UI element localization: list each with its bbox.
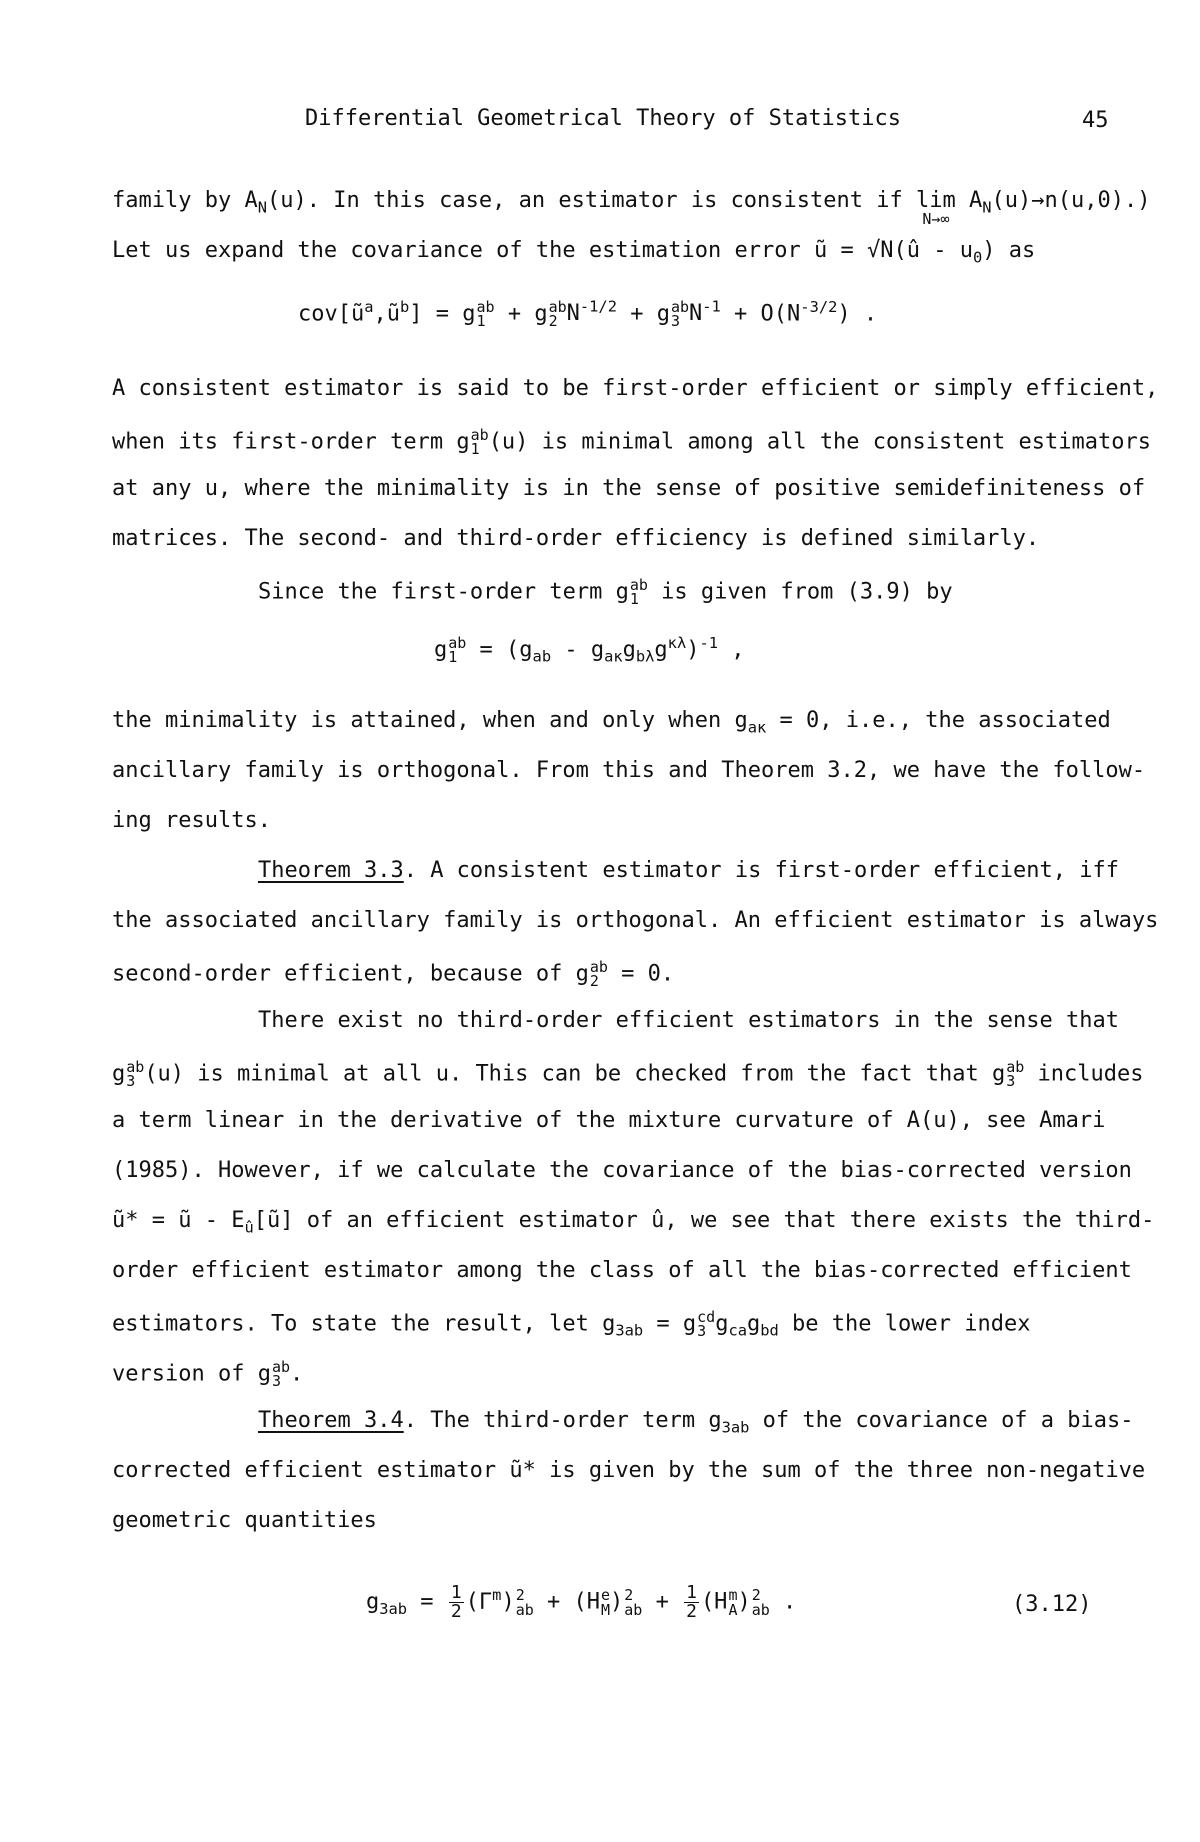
- theorem-3-3-line: Theorem 3.3. A consistent estimator is first-order efficient, iff: [258, 858, 1119, 883]
- equation-covariance-expansion: $cov[ũ^a,ũ^b] = g$ ab 1 + g ab 2 $N^{-1/2} + g$ ab 3 $N^{-1} + O(N^{-3/2})$ .: [298, 297, 878, 331]
- fraction-one-half: $\frac{1}{2}$: [686, 1582, 697, 1622]
- text-line: order efficient estimator among the class of all the bias-corrected efficient: [112, 1258, 1132, 1283]
- text-line: Since the first-order term g ab 1 is given from (3.9) by: [258, 576, 953, 609]
- equation-first-order-term: g ab 1 = $(g_{ab} - g_{a\kappa}g_{b\lambda}g^{\kappa\lambda})^{-1}$ ,: [434, 633, 745, 667]
- text-line: (1985). However, if we calculate the covariance of the bias-corrected version: [112, 1158, 1132, 1183]
- text-line: a term linear in the derivative of the mixture curvature of A(u), see Amari: [112, 1108, 1106, 1133]
- text-line: ũ* = ũ - $E_û[ũ]$ of an efficient estimator û, we see that there exists the third-: [112, 1208, 1155, 1237]
- text-line: at any u, where the minimality is in the sense of positive semidefiniteness of: [112, 476, 1146, 501]
- fraction-one-half: $\frac{1}{2}$: [450, 1582, 462, 1622]
- page-number: 45: [1082, 108, 1109, 133]
- theorem-3-4-label: Theorem 3.4: [258, 1408, 404, 1433]
- text-line: ing results.: [112, 808, 271, 833]
- text-line: estimators. To state the result, let $g_{3ab} = g$ cd 3 $g_{ca}g_{bd}$ be the lower index: [112, 1308, 1031, 1341]
- text-line: matrices. The second- and third-order efficiency is defined similarly.: [112, 526, 1040, 551]
- text-line: the associated ancillary family is orthogonal. An efficient estimator is always: [112, 908, 1159, 933]
- text-line: second-order efficient, because of g ab 2 = 0.: [112, 958, 675, 991]
- text-line: family by $A_N(u)$. In this case, an estimator is consistent if lim N→∞ $A_N(u)\to n(u,0)$.): [112, 188, 1151, 228]
- equation-3-12: $g_{3ab}$ = $\frac{1}{2}$ $(\Gamma^m)$ 2 ab + (H e M ) 2 ab + $\frac{1}{2}$ (H m A ) 2 ab .: [366, 1582, 797, 1622]
- text-line: ancillary family is orthogonal. From this and Theorem 3.2, we have the follow-: [112, 758, 1146, 783]
- text-line: when its first-order term g ab 1 (u) is minimal among all the consistent estimators: [112, 426, 1151, 459]
- running-header: Differential Geometrical Theory of Statistics: [305, 106, 902, 131]
- text-line: corrected efficient estimator ũ* is given by the sum of the three non-negative: [112, 1458, 1146, 1483]
- text-line: the minimality is attained, when and only when $g_{a\kappa} = 0$, i.e., the associated: [112, 708, 1111, 737]
- text-line: There exist no third-order efficient estimators in the sense that: [258, 1008, 1119, 1033]
- text-line: A consistent estimator is said to be first-order efficient or simply efficient,: [112, 376, 1159, 401]
- text-line: version of g ab 3 .: [112, 1358, 304, 1391]
- text-line: geometric quantities: [112, 1508, 377, 1533]
- theorem-3-3-label: Theorem 3.3: [258, 858, 404, 883]
- theorem-3-4-line: Theorem 3.4. The third-order term $g_{3ab}$ of the covariance of a bias-: [258, 1408, 1134, 1437]
- text-line: Let us expand the covariance of the estimation error ũ = √N(û - $u_0$) as: [112, 238, 1036, 267]
- equation-number: (3.12): [1012, 1592, 1092, 1617]
- text-line: g ab 3 (u) is minimal at all u. This can be checked from the fact that g ab 3 includes: [112, 1058, 1144, 1091]
